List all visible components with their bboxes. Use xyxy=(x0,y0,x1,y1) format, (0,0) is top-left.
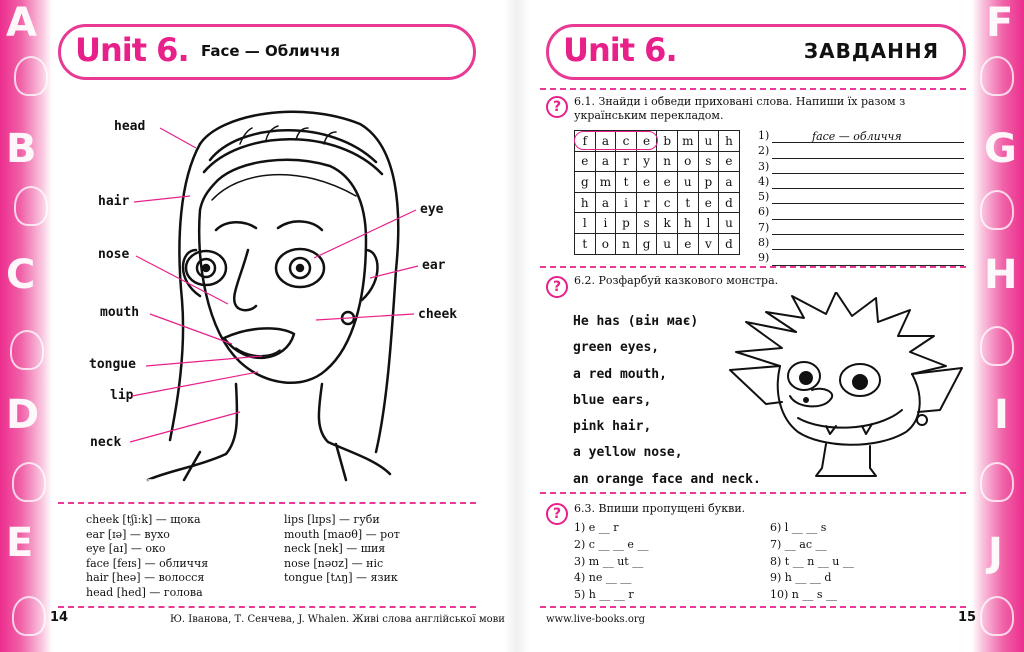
grid-row xyxy=(575,213,740,234)
grid-cell[interactable]: t xyxy=(616,172,637,193)
grid-cell[interactable]: t xyxy=(677,192,698,213)
blank-word: 10) n __ s __ xyxy=(770,588,838,602)
blank-word: 1) e __ r xyxy=(574,521,619,534)
grid-cell[interactable]: k xyxy=(657,213,678,234)
vocab-item: face [feɪs] — обличчя xyxy=(86,556,209,570)
grid-cell[interactable]: a xyxy=(719,172,740,193)
answer-row xyxy=(758,143,964,158)
answer-number: 7) xyxy=(758,220,770,234)
label-mouth: mouth xyxy=(100,305,140,320)
question-icon: ? xyxy=(546,96,568,118)
monster-line: a red mouth, xyxy=(573,366,667,382)
right-title-banner xyxy=(546,24,966,80)
page-subtitle: Face — Обличчя xyxy=(201,42,340,60)
monster-line: an orange face and neck. xyxy=(573,471,761,487)
blank-word: 7) __ ac __ xyxy=(770,537,827,551)
blank-word: 4) ne __ __ xyxy=(574,571,632,585)
grid-row xyxy=(575,172,740,193)
blank-word: 6) l __ __ s xyxy=(770,521,827,534)
task-6-2-instruction: 6.2. Розфарбуй казкового монстра. xyxy=(574,274,779,287)
task-6-3-instruction: 6.3. Впиши пропущені букви. xyxy=(574,502,746,515)
grid-cell[interactable]: u xyxy=(657,233,678,254)
strip-letter: D xyxy=(6,392,40,438)
grid-cell[interactable]: e xyxy=(636,131,657,152)
grid-row xyxy=(575,192,740,213)
task-divider xyxy=(540,266,966,268)
strip-letter: C xyxy=(6,252,36,298)
monster-line: blue ears, xyxy=(573,392,652,408)
answer-line[interactable] xyxy=(772,238,964,250)
grid-cell[interactable]: m xyxy=(677,131,698,152)
grid-cell[interactable]: d xyxy=(719,233,740,254)
page-number-right: 15 xyxy=(958,610,977,625)
label-tongue: tongue xyxy=(89,357,136,372)
grid-cell[interactable]: u xyxy=(677,172,698,193)
question-icon: ? xyxy=(546,503,568,525)
footer-divider xyxy=(58,606,476,608)
answer-row xyxy=(758,235,964,250)
unit-title: Unit 6. xyxy=(563,31,677,69)
vocab-item: eye [aɪ] — око xyxy=(86,542,166,556)
answer-number: 5) xyxy=(758,190,770,204)
monster-line: pink hair, xyxy=(573,419,652,435)
monster-line: green eyes, xyxy=(573,340,660,356)
answer-line[interactable]: face — обличчя xyxy=(772,131,964,143)
strip-letter: I xyxy=(994,392,1009,438)
grid-row xyxy=(575,151,740,172)
vocab-item: cheek [tʃi:k] — щока xyxy=(86,513,201,526)
answer-number: 1) xyxy=(758,129,770,142)
blank-word: 8) t __ n __ u __ xyxy=(770,554,854,568)
blank-words-column-2 xyxy=(770,520,854,604)
grid-cell[interactable]: e xyxy=(575,151,596,172)
footer-divider xyxy=(540,606,966,608)
strip-letter: J xyxy=(988,530,1003,576)
answer-number: 2) xyxy=(758,144,770,158)
grid-cell[interactable]: d xyxy=(719,192,740,213)
blank-word: 5) h __ __ r xyxy=(574,588,634,602)
strip-letter: F xyxy=(986,0,1014,46)
vocab-item: ear [ɪə] — вухо xyxy=(86,527,170,541)
vocab-item: neck [nek] — шия xyxy=(284,542,386,556)
answer-line[interactable] xyxy=(772,177,964,189)
grid-cell[interactable]: h xyxy=(719,131,740,152)
strip-letter: A xyxy=(6,0,37,46)
grid-cell[interactable]: g xyxy=(575,172,596,193)
answer-row xyxy=(758,250,964,265)
answer-line[interactable] xyxy=(772,208,964,220)
answer-line[interactable] xyxy=(772,162,964,174)
grid-cell[interactable]: u xyxy=(719,213,740,234)
strip-letter: G xyxy=(984,126,1017,172)
answer-line[interactable] xyxy=(772,192,964,204)
grid-cell[interactable]: u xyxy=(698,131,719,152)
blank-word: 9) h __ __ d xyxy=(770,571,832,585)
grid-cell[interactable]: y xyxy=(636,151,657,172)
grid-cell[interactable]: a xyxy=(595,151,616,172)
answer-number: 6) xyxy=(758,205,770,219)
grid-cell[interactable]: e xyxy=(657,172,678,193)
label-nose: nose xyxy=(98,247,130,262)
grid-cell[interactable]: n xyxy=(657,151,678,172)
answer-row xyxy=(758,204,964,219)
grid-cell[interactable]: l xyxy=(698,213,719,234)
grid-cell[interactable]: r xyxy=(616,151,637,172)
grid-cell[interactable]: e xyxy=(698,192,719,213)
answer-row xyxy=(758,189,964,204)
grid-cell[interactable]: p xyxy=(616,213,637,234)
answer-number: 3) xyxy=(758,159,770,173)
blank-word: 2) c __ __ e __ xyxy=(574,537,649,551)
task-divider xyxy=(540,492,966,494)
task-divider xyxy=(540,88,966,90)
grid-row xyxy=(575,233,740,254)
answer-number: 8) xyxy=(758,236,770,250)
grid-cell[interactable]: h xyxy=(575,192,596,213)
strip-letter: E xyxy=(6,520,34,566)
strip-letter: H xyxy=(984,252,1018,298)
grid-cell[interactable]: h xyxy=(677,213,698,234)
grid-cell[interactable]: e xyxy=(636,172,657,193)
label-neck: neck xyxy=(90,435,122,450)
answer-row xyxy=(758,220,964,235)
grid-cell[interactable]: t xyxy=(575,233,596,254)
grid-cell[interactable]: g xyxy=(636,233,657,254)
section-divider xyxy=(58,502,476,504)
answer-row xyxy=(758,159,964,174)
grid-cell[interactable]: r xyxy=(636,192,657,213)
vocabulary-column-1 xyxy=(86,513,208,601)
vocabulary-column-2 xyxy=(284,513,400,586)
grid-cell[interactable]: o xyxy=(677,151,698,172)
vocab-item: mouth [maʊθ] — рот xyxy=(284,527,400,541)
label-ear: ear xyxy=(422,258,446,273)
grid-cell[interactable]: v xyxy=(698,233,719,254)
label-cheek: cheek xyxy=(418,307,458,322)
grid-cell[interactable]: c xyxy=(616,131,637,152)
label-lip: lip xyxy=(110,388,134,403)
blank-word: 3) m __ ut __ xyxy=(574,554,644,568)
blank-words-column-1 xyxy=(574,520,648,604)
left-footer-credit: Ю. Іванова, Т. Сенчева, J. Whalen. Живі слова англійської мови xyxy=(170,614,505,625)
answer-number: 4) xyxy=(758,174,770,188)
grid-cell[interactable]: o xyxy=(595,233,616,254)
grid-cell[interactable]: c xyxy=(657,192,678,213)
grid-cell[interactable]: p xyxy=(698,172,719,193)
grid-cell[interactable]: a xyxy=(595,131,616,152)
vocab-item: nose [nəʊz] — ніс xyxy=(284,556,384,570)
vocab-item: head [hed] — голова xyxy=(86,585,203,599)
unit-title: Unit 6. xyxy=(75,31,189,69)
answer-lines xyxy=(758,128,964,266)
answer-line[interactable] xyxy=(772,147,964,159)
grid-cell[interactable]: s xyxy=(698,151,719,172)
grid-cell[interactable]: s xyxy=(636,213,657,234)
answer-number: 9) xyxy=(758,251,770,265)
grid-cell[interactable]: i xyxy=(616,192,637,213)
monster-line: a yellow nose, xyxy=(573,445,683,461)
grid-cell[interactable]: a xyxy=(595,192,616,213)
page-number-left: 14 xyxy=(50,610,69,625)
label-head: head xyxy=(114,119,146,134)
website-link[interactable]: www.live-books.org xyxy=(546,614,646,625)
question-icon: ? xyxy=(546,276,568,298)
vocab-item: lips [lɪps] — губи xyxy=(284,513,380,526)
monster-line: He has (він має) xyxy=(573,314,699,329)
answer-row xyxy=(758,174,964,189)
strip-letter: B xyxy=(6,126,37,172)
grid-cell[interactable]: b xyxy=(657,131,678,152)
vocab-item: tongue [tʌŋ] — язик xyxy=(284,571,398,585)
grid-cell[interactable]: i xyxy=(595,213,616,234)
grid-cell[interactable]: f xyxy=(575,131,596,152)
label-hair: hair xyxy=(98,194,130,209)
answer-line[interactable] xyxy=(772,223,964,235)
vocab-item: hair [heə] — волосся xyxy=(86,571,205,585)
grid-cell[interactable]: n xyxy=(616,233,637,254)
grid-cell[interactable]: l xyxy=(575,213,596,234)
answer-row xyxy=(758,128,964,143)
answer-line[interactable] xyxy=(772,254,964,266)
grid-cell[interactable]: m xyxy=(595,172,616,193)
task-heading: ЗАВДАННЯ xyxy=(803,39,939,63)
task-6-1-instruction: 6.1. Знайди і обведи приховані слова. Напиши їх разом з українським перекладом. xyxy=(574,95,906,122)
monster-drawing xyxy=(726,292,970,482)
grid-cell[interactable]: e xyxy=(677,233,698,254)
grid-cell[interactable]: e xyxy=(719,151,740,172)
circled-word-face xyxy=(574,131,658,150)
label-eye: eye xyxy=(420,202,444,217)
